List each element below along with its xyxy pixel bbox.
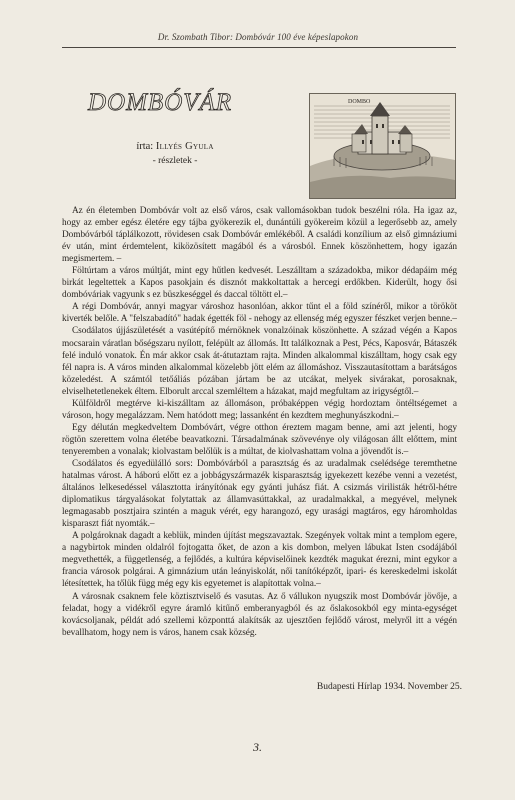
byline-prefix: írta:	[136, 141, 156, 152]
paragraph: Csodálatos újjászületését a vasútépítő mérnöknek vonalzóinak köszönhette. A század végén a Kapos mocsarain váratlan bőségszaru nyílott, felépült az állomás. Itt találkoznak a Pest, Pécs, Kaposvár, Bátaszék felé induló vonatok. Én már akkor csak át-átutaztam rajta. Minden alkalommal kiszálltam, hogy csak egy fél napra is. A város minden alkalommal közelebb jött elém az állomáshoz. Visszautasítottam a barátságos közeledést. A számtól tetőáliás pózában jártam be az utcákat, melyek sivárakat, porosaknak, elviselhetetlenekek éltem. Elborult arccal szemléltem a házakat, majd megfultam az irigységtől.–	[62, 326, 457, 397]
source-citation: Budapesti Hírlap 1934. November 25.	[316, 682, 462, 692]
paragraph: A városnak csaknem fele köztisztviselő és vasutas. Az ő vállukon nyugszik most Dombóvár jövője, a feladat, hogy a vidékről egyre áramló kitűnő emberanyagból és az őslakosokból egy minta-egységet kovácsoljanak, példát adó szellemi központtá alakítsák az ujesztően fejlődő várost, melyről itt a végén bevallhatom, hogy nem is város, hanem csak község.	[62, 591, 457, 638]
byline	[110, 140, 240, 153]
paragraph: Csodálatos és egyedülálló sors: Dombóvárból a parasztság és az uradalmak cselédsége teremthetne hatalmas várost. A háború előtt ez a jobbágyszármazék kisparasztság igyekezett kezébe venni a vezetést, általános lelkesedéssel választotta irányítónak egy gyánti juhász fiát. A csizmás virilisták hétről-hétre diplomatikus tárgyalásokat folytattak az államvasúttakkal, az uradalmakkal, a megyével, melynek legmagasabb posztjaira szintén a maguk vérét, egy harangozó, egy urasági magtáros, egy háromholdas kisparaszt fiát nyomták.–	[62, 458, 457, 530]
engraving-caption: DOMBO	[348, 99, 371, 105]
article-body	[62, 205, 457, 639]
excerpt-note: - részletek -	[152, 156, 198, 166]
paragraph: A polgároknak dagadt a keblük, minden újítást megszavaztak. Szegények voltak mint a templom egere, a nagybirtok minden oldalról fojtogatta őket, de azon a kis dombon, melyen lábukat Isten csodájából megvethették, a függetlenség, a fejlődés, a kultúra képviselőinek kezdték magukat érezni, mint egykor a francia városok polgárai. A gimnázium után leányiskolát, női tanítóképzőt, ipari- és kereskedelmi iskolát létesítettek, ha tőlük függ még egy kis egyetemet is alapítottak volna.–	[62, 531, 457, 590]
paragraph: Az én életemben Dombóvár volt az első város, csak vallomásokban tudok beszélni róla. Ha igaz az, hogy az ember egész életére egy tájba gyökerezik el, dunántúli gyökereim közül a legerősebb az, amely Dombóvárból táplálkozott, rövidesen csak Dombóvár emlékéből. A családi konzílium az első gimnáziumi év után, mint érdemtelent, kiközösített magából és a városból. Ennek köszönhettem, hogy igazán megismertem. –	[62, 206, 457, 265]
paragraph: A régi Dombóvár, annyi magyar városhoz hasonlóan, akkor tűnt el a föld színéről, mikor a törököt kiverték belőle. A "felszabadító" hadak égették föl - nehogy az ellenség még egyszer fészket verjen benne.–	[62, 302, 457, 325]
running-header: Dr. Szombath Tibor: Dombóvár 100 éve képeslapokon	[157, 32, 359, 42]
article-title: DOMBÓVÁR	[88, 89, 233, 116]
paragraph: Föltúrtam a város múltját, mint egy hűtlen kedvesét. Leszálltam a századokba, mikor dédapáim még birkát legeltettek a Kapos pasokjain és disznót makkoltattak a hercegi erdőkben. Kiderült, hogy ősi dombóváriak vagyunk s ez büszkeséggel és daccal töltött el.–	[62, 266, 457, 301]
page-number: 3.	[253, 740, 262, 754]
paragraph: Külföldről megtérve ki-kiszálltam az állomáson, próbaképpen végig hordoztam öntéltségemet a városon, hogy megalázzam. Nem hatódott meg; lassanként én kezdtem meghunyászkodni.–	[62, 398, 457, 421]
engraving-illustration	[309, 93, 456, 199]
author-name: Illyés Gyula	[155, 141, 214, 152]
paragraph: Egy délután megkedveltem Dombóvárt, végre otthon éreztem magam benne, ami azt jelenti, hogy rögtön szerettem volna életébe beavatkozni. Társadalmának szövevénye oly világosan állt előttem, mint tenyeremben a vonalak; kiolvastam belőlük is a múltat, de kiolvashattam volna a jövendőt is.–	[62, 422, 457, 457]
header-rule	[62, 47, 456, 48]
